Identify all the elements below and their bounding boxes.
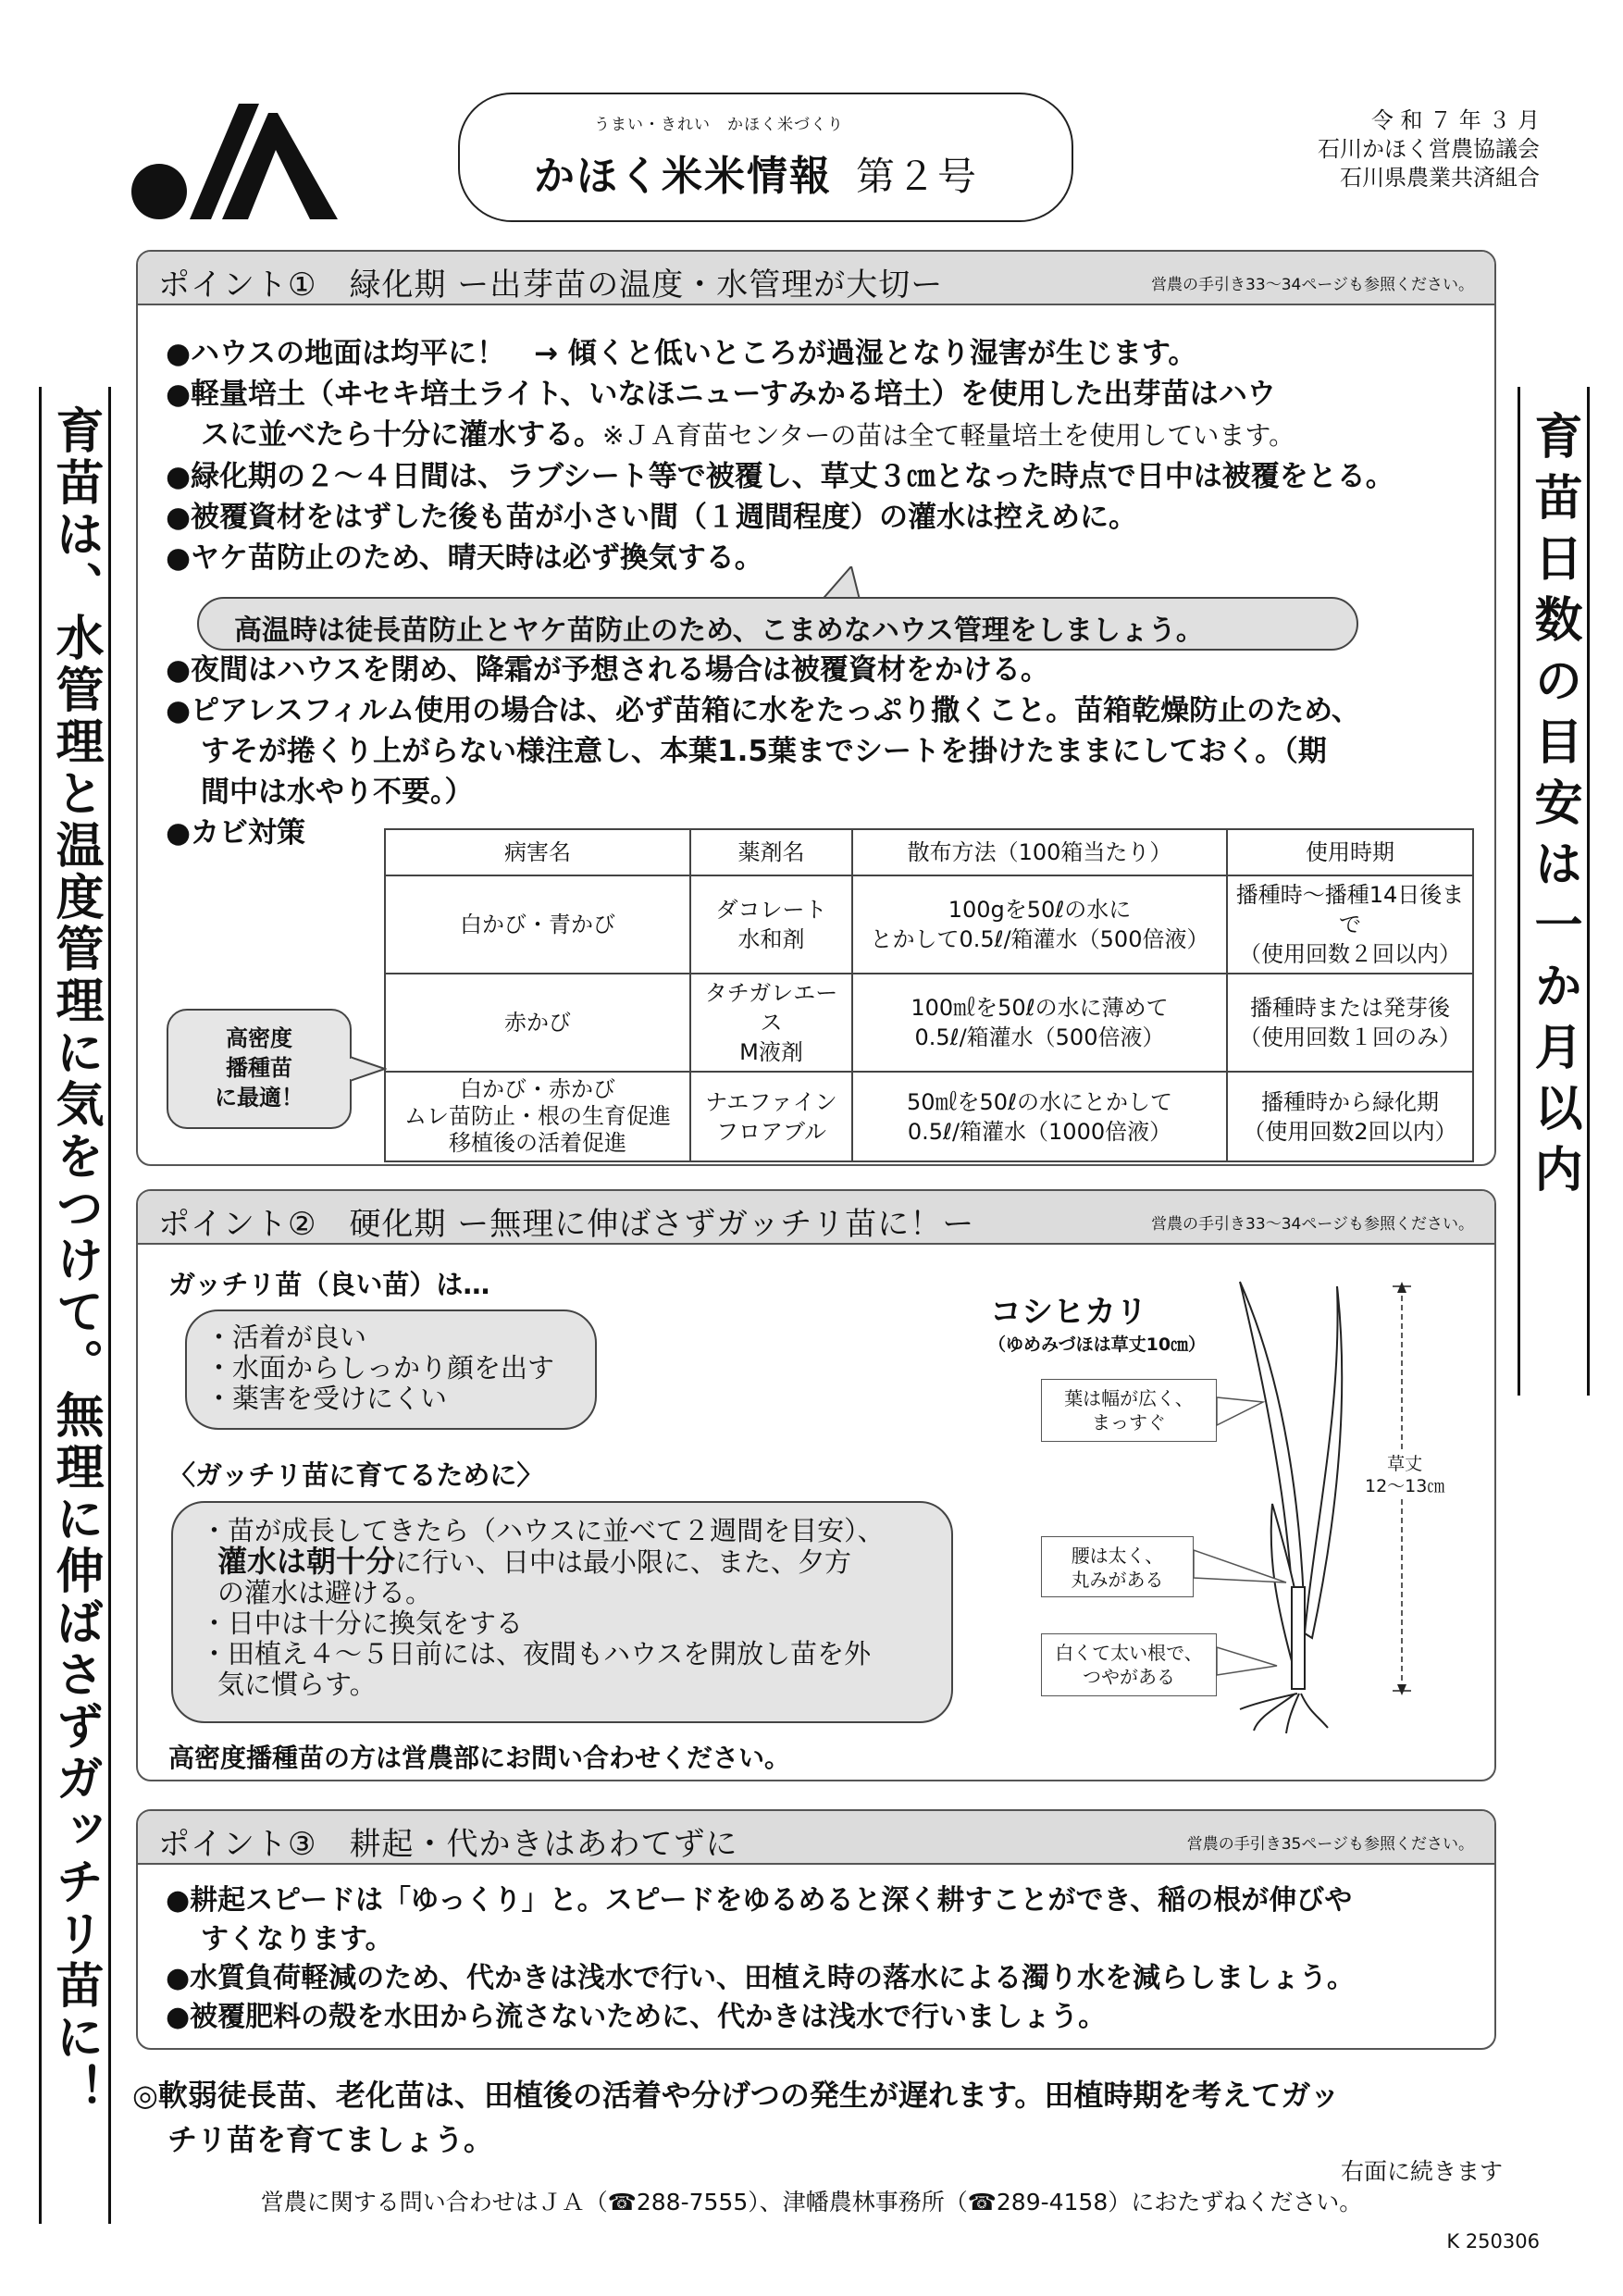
bullet-light-soil-1: ●軽量培土（ヰセキ培土ライト、いなほニューすみかる培土）を使用した出芽苗はハウ [166,378,1276,411]
disease-name: 赤かび [504,1010,571,1036]
continued-note: 右面に続きます [1340,2158,1503,2185]
table-row [385,1072,1473,1161]
method-text: 100gを50ℓの水に [948,897,1132,923]
height-label-line: 12～13㎝ [1365,1476,1445,1496]
callout-pointer-icon [350,1055,387,1083]
closing-message [132,2073,1493,2162]
date-and-organizations [1318,106,1540,192]
col-method: 散布方法（100箱当たり） [852,829,1227,875]
bullet-mold: ●カビ対策 [166,816,306,850]
height-label [1365,1453,1444,1497]
leaf-label-line: 葉は幅が広く、 [1064,1387,1194,1409]
root-label-line: 白くて太い根で、 [1055,1642,1203,1664]
disease-name: 白かび・赤かび [460,1076,615,1102]
closing-line-2: チリ苗を育てましょう。 [167,2122,494,2157]
bullet-film-3: 間中は水やり不要。） [201,776,474,809]
footer-contact: 営農に関する問い合わせはＪＡ（☎288-7555）、津幡農林事務所（☎289-4158）におたずねください。 [260,2189,1363,2215]
list-item: の灌水は避ける。 [217,1577,433,1608]
high-density-note: 高密度播種苗の方は営農部にお問い合わせください。 [168,1743,791,1773]
newsletter-title: かほく米米情報 第２号 [534,153,979,200]
agent-name: 水和剤 [737,926,805,952]
agent-name: ナエファイン [705,1088,837,1115]
method-text: 0.5ℓ/箱灌水（1000倍液） [907,1118,1172,1145]
timing-text: 播種時または発芽後 [1250,995,1450,1021]
bullet-level-ground: ●ハウスの地面は均平に！ → 傾くと低いところが過湿となり湿害が生じます。 [166,337,1197,370]
bullet-tillage-speed-1: ●耕起スピードは「ゆっくり」と。スピードをゆるめると深く耕すことができ、稲の根が伸びや [166,1884,1353,1917]
emphasis-text: 灌水は朝十分 [217,1544,396,1579]
method-text: 100㎖を50ℓの水に薄めて [911,995,1169,1021]
good-seedling-box [185,1309,597,1430]
bullet-watering: ●被覆資材をはずした後も苗が小さい間（１週間程度）の灌水は控えめに。 [166,501,1138,534]
bullet-ventilation: ●ヤケ苗防止のため、晴天時は必ず換気する。 [166,541,763,575]
mold-control-table [384,828,1474,1162]
list-item: ・日中は十分に換気をする [201,1607,524,1639]
variety-name: コシヒカリ [990,1294,1147,1331]
grow-heading: 〈ガッチリ苗に育てるために〉 [168,1459,544,1491]
agent-name: M液剤 [739,1039,803,1065]
point2-header [138,1191,1494,1245]
high-density-callout [167,1009,352,1129]
col-timing: 使用時期 [1227,829,1473,875]
waist-label-line: 腰は太く、 [1071,1545,1164,1567]
newsletter-subtitle: うまい・きれい かほく米づくり [594,116,844,134]
timing-text: （使用回数２回以内） [1239,941,1461,967]
bullet-light-soil-2: スに並べたら十分に灌水する。※ＪＡ育苗センターの苗は全て軽量培土を使用しています。 [201,418,1295,452]
disease-name: 白かび・青かび [460,912,615,937]
issue-date: 令 和 ７ 年 ３ 月 [1370,107,1540,133]
timing-text: （使用回数１回のみ） [1239,1024,1461,1050]
high-temp-bubble: 高温時は徒長苗防止とヤケ苗防止のため、こまめなハウス管理をしましょう。 [197,597,1358,651]
list-item: に行い、日中は最小限に、また、夕方 [395,1546,852,1578]
label-pointer-lines [1184,1370,1314,1703]
list-item: ・水面からしっかり顔を出す [205,1352,555,1384]
bullet-fertilizer-shell: ●被覆肥料の殻を水田から流さないために、代かきは浅水で行いましょう。 [166,2001,1107,2033]
variety-note: （ゆめみづほは草丈10㎝） [988,1334,1207,1355]
point2-reference: 営農の手引き33～34ページも参照ください。 [1151,1215,1474,1234]
good-seedling-heading: ガッチリ苗（良い苗）は… [168,1269,490,1300]
list-item: ・薬害を受けにくい [205,1383,448,1414]
point3-reference: 営農の手引き35ページも参照ください。 [1186,1835,1474,1854]
point3-title: ポイント③ 耕起・代かきはあわてずに [158,1826,738,1863]
agent-name: フロアブル [715,1118,827,1145]
point2-title: ポイント② 硬化期 ー無理に伸ばさずガッチリ苗に！ー [158,1206,975,1243]
col-agent: 薬剤名 [690,829,852,875]
newsletter-title-box [458,93,1073,222]
point3-section [136,1809,1496,2050]
root-label-line: つやがある [1083,1666,1175,1688]
method-text: とかして0.5ℓ/箱灌水（500倍液） [870,926,1209,952]
point3-bullets [166,1881,1489,2037]
col-disease: 病害名 [385,829,690,875]
callout-line: に最適！ [215,1085,304,1111]
table-row [385,974,1473,1072]
issue-number: 第２号 [856,154,979,199]
list-item: ・苗が成長してきたら（ハウスに並べて２週間を目安）、 [201,1515,885,1546]
waist-label-line: 丸みがある [1071,1569,1164,1591]
list-item: 気に慣らす。 [217,1669,377,1700]
bullet-film-1: ●ピアレスフィルム使用の場合は、必ず苗箱に水をたっぷり撒くこと。苗箱乾燥防止のため、 [166,694,1360,727]
point1-bullets-2 [166,650,1489,853]
organization-1: 石川かほく営農協議会 [1318,136,1540,162]
list-item: ・田植え４～５日前には、夜間もハウスを開放し苗を外 [201,1638,872,1669]
point1-header [138,252,1494,305]
right-vertical-banner: 育苗日数の目安は一か月以内 [1518,387,1590,1396]
point1-reference: 営農の手引き33～34ページも参照ください。 [1151,276,1474,294]
point1-title: ポイント① 緑化期 ー出芽苗の温度・水管理が大切ー [158,267,944,304]
callout-line: 播種苗 [226,1055,292,1081]
left-vertical-banner: 育苗は、水管理と温度管理に気をつけて。無理に伸ばさずガッチリ苗に！ [39,387,111,2224]
closing-line-1: ◎軟弱徒長苗、老化苗は、田植後の活着や分げつの発生が遅れます。田植時期を考えてガッ [132,2078,1340,2113]
table-header-row [385,829,1473,875]
leaf-label-line: まっすぐ [1092,1411,1166,1433]
bullet-tillage-speed-2: すくなります。 [201,1923,393,1955]
waist-label [1041,1536,1194,1597]
organization-2: 石川県農業共済組合 [1340,165,1540,191]
disease-name: 移植後の活着促進 [449,1130,626,1156]
timing-text: 播種時～播種14日後まで [1235,882,1465,937]
grow-tips-box [171,1501,953,1723]
document-code: K 250306 [1446,2230,1540,2253]
point3-header [138,1811,1494,1865]
disease-name: ムレ苗防止・根の生育促進 [404,1103,671,1129]
light-soil-note: ※ＪＡ育苗センターの苗は全て軽量培土を使用しています。 [602,420,1295,451]
bullet-film-2: すそが捲くり上がらない様注意し、本葉1.5葉までシートを掛けたままにしておく。（期 [201,735,1327,768]
ja-logo-icon [130,104,338,219]
bullet-cover-period: ●緑化期の２～４日間は、ラブシート等で被覆し、草丈３㎝となった時点で日中は被覆をとる。 [166,460,1394,493]
height-label-line: 草丈 [1387,1454,1423,1474]
timing-text: 播種時から緑化期 [1261,1088,1439,1115]
method-text: 50㎖を50ℓの水にとかして [907,1088,1172,1115]
table-row [385,875,1473,974]
list-item: ・活着が良い [205,1322,367,1353]
callout-line: 高密度 [226,1025,292,1051]
timing-text: （使用回数2回以内） [1243,1118,1457,1145]
bullet-shallow-water: ●水質負荷軽減のため、代かきは浅水で行い、田植え時の落水による濁り水を減らしましょう。 [166,1962,1355,1994]
method-text: 0.5ℓ/箱灌水（500倍液） [914,1024,1165,1050]
agent-name: タチガレエース [704,980,838,1036]
agent-name: ダコレート [715,897,827,923]
point1-bullets [166,333,1489,578]
bullet-night-frost: ●夜間はハウスを閉め、降霜が予想される場合は被覆資材をかける。 [166,653,1049,687]
